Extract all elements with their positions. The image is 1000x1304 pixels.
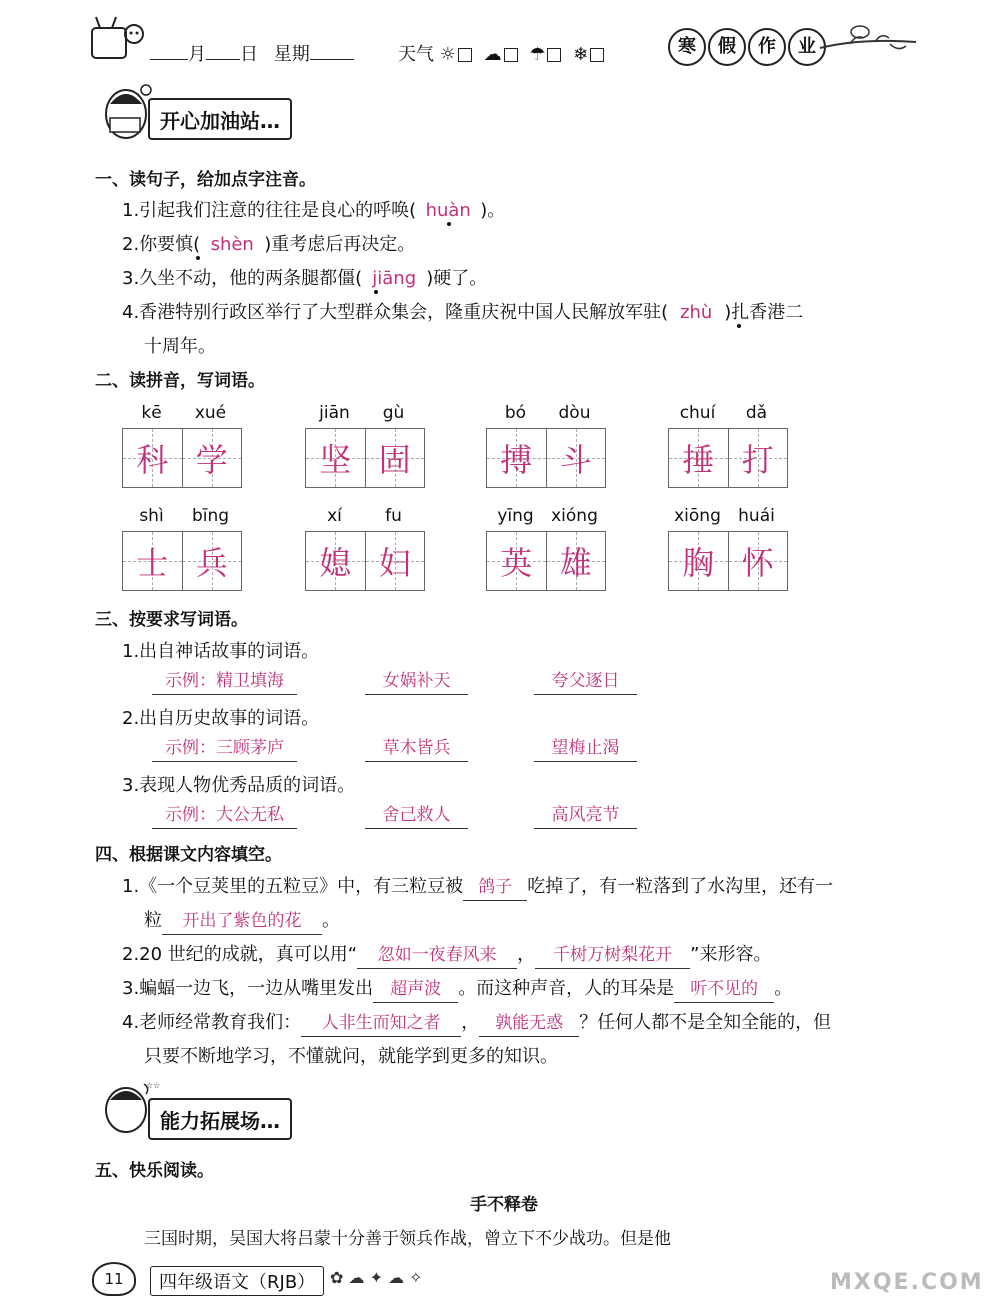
q4-answer: 听不见的 bbox=[674, 978, 774, 1003]
emphasis-dot bbox=[737, 324, 741, 328]
pinyin-label: dǎ bbox=[745, 403, 768, 423]
q3-title: 三、按要求写词语。 bbox=[95, 610, 248, 630]
tv-mascot-icon bbox=[88, 14, 148, 70]
branch-bird-icon bbox=[820, 18, 920, 72]
badge-char: 作 bbox=[748, 28, 786, 66]
cloud-icon: ☁ bbox=[483, 44, 502, 65]
q1-item-2 bbox=[122, 230, 415, 256]
tian-grid-word bbox=[305, 531, 425, 591]
q1-answer: zhù bbox=[680, 302, 713, 323]
badge-char: 业 bbox=[788, 28, 826, 66]
q1-answer: jiāng bbox=[372, 268, 417, 289]
q1-item-1 bbox=[122, 196, 505, 222]
pinyin-label: chuí bbox=[679, 403, 716, 423]
tian-grid-cell bbox=[365, 532, 425, 590]
q1-item-text: )硬了。 bbox=[426, 268, 488, 289]
tian-grid-cell bbox=[306, 532, 365, 590]
q3-answer-example: 示例：三顾茅庐 bbox=[152, 737, 297, 762]
answer-character: 媳 bbox=[319, 544, 352, 582]
pinyin-label: xué bbox=[194, 403, 227, 423]
weather-label: 天气 bbox=[398, 44, 434, 65]
q4-text: 粒 bbox=[144, 910, 162, 931]
weather-checkbox-snow[interactable] bbox=[590, 48, 604, 62]
pinyin-label: shì bbox=[139, 506, 164, 526]
section-banner-ability-expansion: 能力拓展场… bbox=[148, 1098, 292, 1140]
q4-text: ”来形容。 bbox=[690, 944, 772, 965]
day-label: 日 bbox=[240, 44, 258, 65]
pinyin-label: huái bbox=[738, 506, 775, 526]
q3-answer: 女娲补天 bbox=[365, 670, 468, 695]
emphasis-dot bbox=[196, 256, 200, 260]
answer-character: 斗 bbox=[559, 441, 592, 479]
q4-item-3 bbox=[122, 974, 792, 1003]
q3-answer: 夸父逐日 bbox=[534, 670, 637, 695]
q4-text: 2.20 世纪的成就，真可以用“ bbox=[122, 944, 358, 965]
tian-grid-word bbox=[668, 531, 788, 591]
q4-item-4-cont: 只要不断地学习，不懂就问，就能学到更多的知识。 bbox=[144, 1046, 558, 1067]
q3-answer: 舍己救人 bbox=[365, 804, 468, 829]
answer-character: 打 bbox=[741, 441, 774, 479]
q3-group-label: 1.出自神话故事的词语。 bbox=[122, 641, 320, 662]
tian-grid-word bbox=[486, 428, 606, 488]
q1-item-text: 3.久坐不动，他的两条腿都僵( bbox=[122, 268, 363, 289]
weather-checkbox-sunny[interactable] bbox=[458, 48, 472, 62]
q4-item-1 bbox=[122, 872, 833, 901]
q4-answer: 超声波 bbox=[373, 978, 458, 1003]
q1-answer: shèn bbox=[210, 234, 254, 255]
pinyin-label: bó bbox=[504, 403, 527, 423]
answer-character: 捶 bbox=[682, 441, 715, 479]
weather-row bbox=[398, 40, 604, 66]
pinyin-label: xiōng bbox=[674, 506, 721, 526]
q4-text: 。 bbox=[774, 978, 793, 999]
tian-grid-word bbox=[122, 531, 242, 591]
emphasis-dot bbox=[374, 290, 378, 294]
svg-text:☆☆: ☆☆ bbox=[146, 1081, 161, 1090]
pinyin-label: fu bbox=[385, 506, 402, 526]
pinyin-label: yīng bbox=[497, 506, 534, 526]
answer-character: 固 bbox=[378, 441, 411, 479]
pinyin-label: gù bbox=[382, 403, 405, 423]
winter-homework-badge bbox=[668, 28, 826, 66]
pinyin-label: xí bbox=[327, 506, 342, 526]
pinyin-label: xióng bbox=[551, 506, 598, 526]
q4-text: ， bbox=[517, 944, 536, 965]
q4-item-2 bbox=[122, 940, 771, 969]
weekday-label: 星期 bbox=[273, 44, 310, 65]
answer-character: 搏 bbox=[500, 441, 533, 479]
watermark: MXQE.COM bbox=[830, 1270, 984, 1295]
tian-grid-word bbox=[486, 531, 606, 591]
tian-grid-word bbox=[122, 428, 242, 488]
q3-group-label: 3.表现人物优秀品质的词语。 bbox=[122, 775, 356, 796]
answer-character: 士 bbox=[136, 544, 169, 582]
q4-answer: 忽如一夜春风来 bbox=[357, 944, 517, 969]
tian-grid-cell bbox=[728, 429, 788, 487]
q4-text: 吃掉了，有一粒落到了水沟里，还有一 bbox=[527, 876, 834, 897]
q1-item-text: )。 bbox=[480, 200, 506, 221]
answer-character: 妇 bbox=[378, 544, 411, 582]
answer-character: 英 bbox=[500, 544, 533, 582]
pinyin-label: jiān bbox=[319, 403, 350, 423]
section-banner-happy-station: 开心加油站… bbox=[148, 98, 292, 140]
q4-text: 4.老师经常教育我们： bbox=[122, 1012, 302, 1033]
answer-character: 怀 bbox=[741, 544, 774, 582]
passage-title: 手不释卷 bbox=[470, 1195, 538, 1215]
tian-grid-cell bbox=[182, 429, 242, 487]
date-line bbox=[150, 40, 380, 66]
answer-character: 兵 bbox=[195, 544, 228, 582]
q1-item-text: )重考虑后再决定。 bbox=[264, 234, 416, 255]
q1-title: 一、读句子，给加点字注音。 bbox=[95, 170, 316, 190]
q4-item-4 bbox=[122, 1008, 831, 1037]
q4-answer: 孰能无惑 bbox=[479, 1012, 579, 1037]
sun-icon: ☼ bbox=[439, 44, 456, 65]
q4-text: ， bbox=[461, 1012, 480, 1033]
pinyin-label: bīng bbox=[191, 506, 230, 526]
q1-item-text: 2.你要慎( bbox=[122, 234, 201, 255]
q4-text: 3.蝙蝠一边飞，一边从嘴里发出 bbox=[122, 978, 374, 999]
q4-text: 。而这种声音，人的耳朵是 bbox=[458, 978, 675, 999]
tian-grid-cell bbox=[365, 429, 425, 487]
tian-grid-word bbox=[668, 428, 788, 488]
pinyin-label: dòu bbox=[558, 403, 591, 423]
rain-icon: ☂ bbox=[529, 44, 546, 65]
q4-text: 。 bbox=[322, 910, 340, 931]
answer-character: 坚 bbox=[319, 441, 352, 479]
snow-icon: ❄ bbox=[573, 44, 589, 65]
q2-title: 二、读拼音，写词语。 bbox=[95, 371, 265, 391]
tian-grid-cell bbox=[546, 429, 606, 487]
q4-text: 1.《一个豆荚里的五粒豆》中，有三粒豆被 bbox=[122, 876, 464, 897]
answer-character: 学 bbox=[195, 441, 228, 479]
tian-grid-word bbox=[305, 428, 425, 488]
tian-grid-cell bbox=[669, 532, 728, 590]
q3-group-label: 2.出自历史故事的词语。 bbox=[122, 708, 320, 729]
q1-item-text: 4.香港特别行政区举行了大型群众集会，隆重庆祝中国人民解放军驻( bbox=[122, 302, 669, 323]
tian-grid-cell bbox=[487, 429, 546, 487]
q4-answer: 人非生而知之者 bbox=[301, 1012, 461, 1037]
q4-text: ？任何人都不是全知全能的，但 bbox=[579, 1012, 832, 1033]
tian-grid-cell bbox=[123, 532, 182, 590]
tian-grid-cell bbox=[182, 532, 242, 590]
q1-item-3 bbox=[122, 264, 487, 290]
q1-item-text: 1.引起我们注意的往往是良心的呼唤( bbox=[122, 200, 417, 221]
tian-grid-cell bbox=[487, 532, 546, 590]
emphasis-dot bbox=[447, 222, 451, 226]
month-label: 月 bbox=[188, 44, 206, 65]
q3-answer: 高风亮节 bbox=[534, 804, 637, 829]
tian-grid-cell bbox=[546, 532, 606, 590]
tian-grid-cell bbox=[669, 429, 728, 487]
q5-title: 五、快乐阅读。 bbox=[95, 1161, 214, 1181]
decorative-stars-icon: ✿ ☁ ✦ ☁ ✧ bbox=[330, 1268, 423, 1287]
book-label: 四年级语文（RJB） bbox=[150, 1266, 324, 1296]
answer-character: 雄 bbox=[559, 544, 592, 582]
tian-grid-cell bbox=[123, 429, 182, 487]
q3-answer-example: 示例：大公无私 bbox=[152, 804, 297, 829]
badge-char: 寒 bbox=[668, 28, 706, 66]
answer-character: 胸 bbox=[682, 544, 715, 582]
tian-grid-cell bbox=[728, 532, 788, 590]
page-number: 11 bbox=[92, 1262, 136, 1296]
q3-answer: 草木皆兵 bbox=[365, 737, 468, 762]
tian-grid-cell bbox=[306, 429, 365, 487]
passage-text: 三国时期，吴国大将吕蒙十分善于领兵作战，曾立下不少战功。但是他 bbox=[144, 1229, 671, 1249]
weather-checkbox-rain[interactable] bbox=[547, 48, 561, 62]
q4-title: 四、根据课文内容填空。 bbox=[95, 845, 282, 865]
q3-answer: 望梅止渴 bbox=[534, 737, 637, 762]
q1-answer: huàn bbox=[425, 200, 471, 221]
q4-answer: 开出了紫色的花 bbox=[162, 910, 322, 935]
q4-answer: 鸽子 bbox=[463, 876, 527, 901]
weather-checkbox-cloudy[interactable] bbox=[504, 48, 518, 62]
pinyin-label: kē bbox=[141, 403, 162, 423]
q4-answer: 千树万树梨花开 bbox=[535, 944, 690, 969]
q4-item-1-cont bbox=[144, 906, 340, 935]
badge-char: 假 bbox=[708, 28, 746, 66]
answer-character: 科 bbox=[136, 441, 169, 479]
q3-answer-example: 示例：精卫填海 bbox=[152, 670, 297, 695]
q1-item-text: )扎香港二 bbox=[724, 302, 804, 323]
q1-item-4 bbox=[122, 298, 803, 324]
q1-item-4-cont: 十周年。 bbox=[144, 336, 216, 357]
